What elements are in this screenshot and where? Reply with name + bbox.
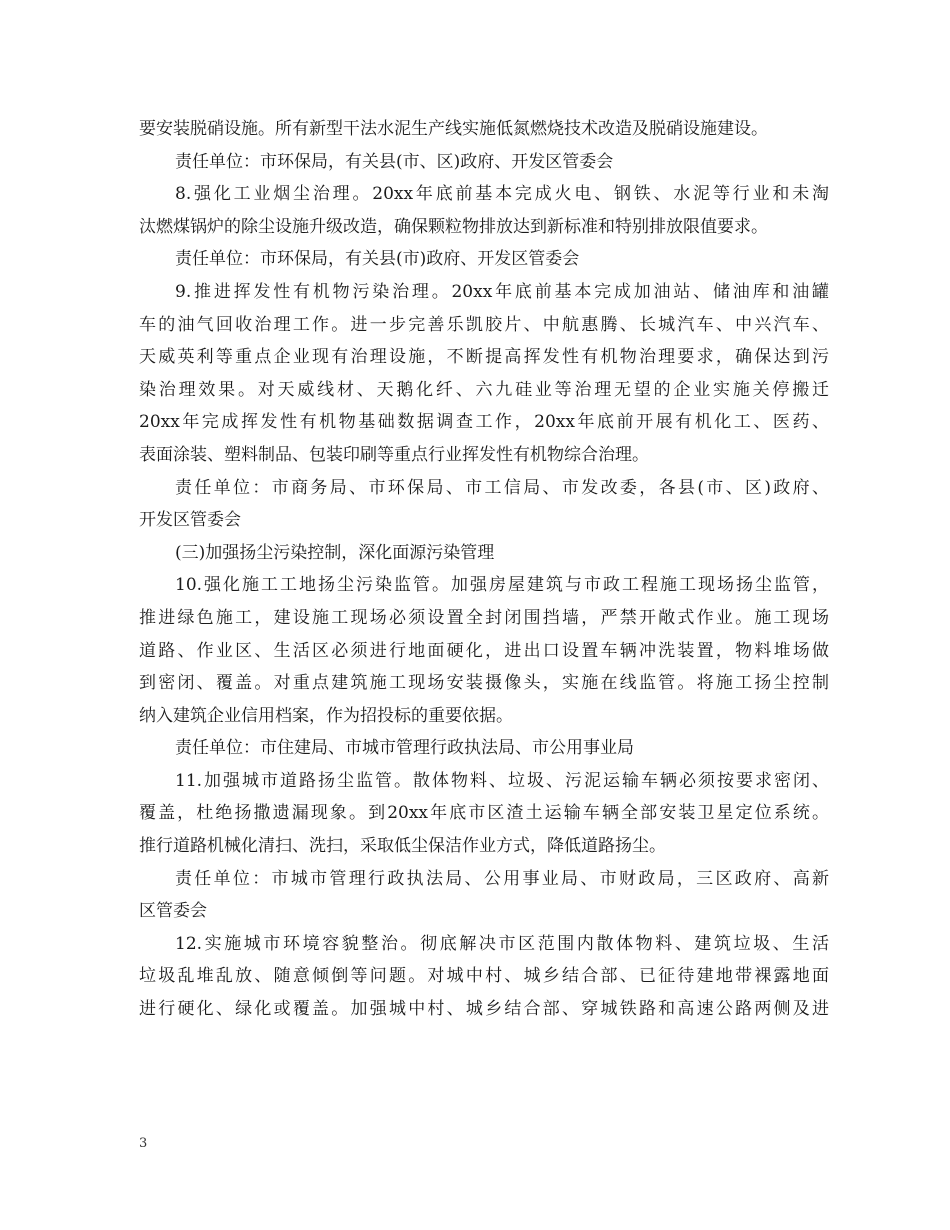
- text-line: 责任单位：市环保局，有关县(市)政府、开发区管委会: [175, 249, 580, 270]
- text-line: 开发区管委会: [139, 510, 241, 531]
- text-line: 推进绿色施工，建设施工现场必须设置全封闭围挡墙，严禁开敞式作业。施工现场: [139, 607, 829, 628]
- text-line: 9.推进挥发性有机物污染治理。20xx年底前基本完成加油站、储油库和油罐: [175, 281, 829, 302]
- text-line: 汰燃煤锅炉的除尘设施升级改造，确保颗粒物排放达到新标准和特别排放限值要求。: [139, 216, 768, 237]
- text-line: 责任单位：市商务局、市环保局、市工信局、市发改委，各县(市、区)政府、: [175, 477, 829, 498]
- page-number: 3: [139, 1136, 148, 1151]
- text-line: 表面涂装、塑料制品、包装印刷等重点行业挥发性有机物综合治理。: [139, 444, 649, 465]
- text-line: 纳入建筑企业信用档案，作为招投标的重要依据。: [139, 705, 513, 726]
- text-line: 责任单位：市住建局、市城市管理行政执法局、市公用事业局: [175, 738, 634, 759]
- text-line: 11.加强城市道路扬尘监管。散体物料、垃圾、污泥运输车辆必须按要求密闭、: [175, 770, 829, 791]
- text-line: 进行硬化、绿化或覆盖。加强城中村、城乡结合部、穿城铁路和高速公路两侧及进: [139, 999, 829, 1020]
- text-line: 8.强化工业烟尘治理。20xx年底前基本完成火电、钢铁、水泥等行业和未淘: [175, 184, 829, 205]
- text-line: 推行道路机械化清扫、洗扫，采取低尘保洁作业方式，降低道路扬尘。: [139, 836, 666, 857]
- text-line: 区管委会: [139, 901, 207, 922]
- document-body: [139, 113, 829, 1026]
- text-line: 12.实施城市环境容貌整治。彻底解决市区范围内散体物料、建筑垃圾、生活: [175, 933, 829, 954]
- text-line: 天威英利等重点企业现有治理设施，不断提高挥发性有机物治理要求，确保达到污: [139, 347, 829, 368]
- text-line: 责任单位：市城市管理行政执法局、公用事业局、市财政局，三区政府、高新: [175, 868, 829, 889]
- text-line: 垃圾乱堆乱放、随意倾倒等问题。对城中村、城乡结合部、已征待建地带裸露地面: [139, 966, 829, 987]
- text-line: 覆盖，杜绝扬撒遗漏现象。到20xx年底市区渣土运输车辆全部安装卫星定位系统。: [139, 803, 829, 824]
- text-line: 20xx年完成挥发性有机物基础数据调查工作，20xx年底前开展有机化工、医药、: [139, 412, 829, 433]
- text-line: 道路、作业区、生活区必须进行地面硬化，进出口设置车辆冲洗装置，物料堆场做: [139, 640, 829, 661]
- text-line: 要安装脱硝设施。所有新型干法水泥生产线实施低氮燃烧技术改造及脱硝设施建设。: [139, 119, 768, 139]
- text-line: 10.强化施工工地扬尘污染监管。加强房屋建筑与市政工程施工现场扬尘监管，: [175, 575, 829, 596]
- text-line: 到密闭、覆盖。对重点建筑施工现场安装摄像头，实施在线监管。将施工扬尘控制: [139, 673, 829, 694]
- text-line: 染治理效果。对天威线材、天鹅化纤、六九硅业等治理无望的企业实施关停搬迁: [139, 379, 829, 400]
- text-line: 车的油气回收治理工作。进一步完善乐凯胶片、中航惠腾、长城汽车、中兴汽车、: [139, 314, 829, 335]
- text-line: 责任单位：市环保局，有关县(市、区)政府、开发区管委会: [175, 151, 614, 172]
- text-line: (三)加强扬尘污染控制，深化面源污染管理: [175, 542, 495, 563]
